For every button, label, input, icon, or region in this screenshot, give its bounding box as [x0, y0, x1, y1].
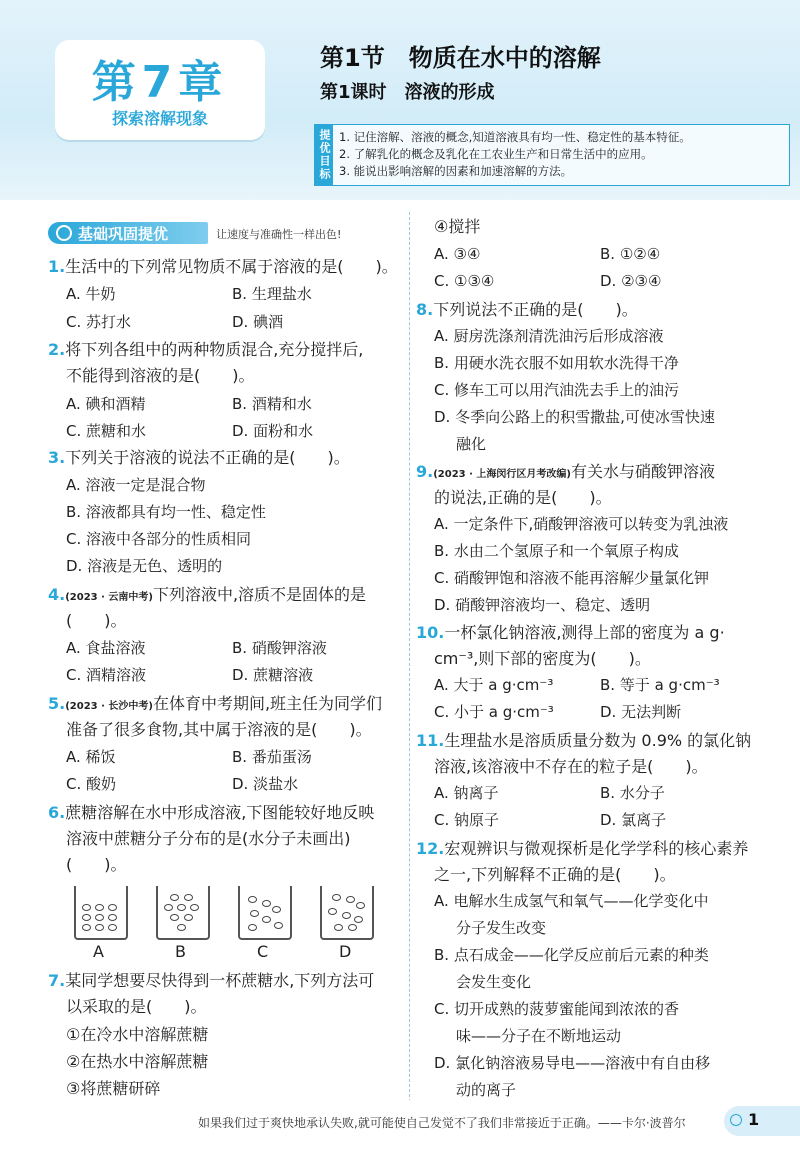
target-icon — [56, 225, 72, 241]
option-c: C. 修车工可以用汽油洗去手上的油污 — [434, 381, 680, 399]
section-banner — [48, 222, 208, 244]
option-c: C. 酸奶 — [66, 775, 117, 793]
question-1 — [48, 254, 398, 280]
option-b: B. 硝酸钾溶液 — [232, 639, 327, 657]
option-a: A. 碘和酒精 — [66, 395, 146, 413]
question-text: 有关水与硝酸钾溶液 — [570, 462, 715, 481]
question-item: ①在冷水中溶解蔗糖 — [66, 1025, 209, 1044]
option-a: A. 厨房洗涤剂清洗油污后形成溶液 — [434, 327, 664, 345]
question-text-cont: 不能得到溶液的是( )。 — [66, 366, 255, 385]
question-number: 8. — [416, 300, 434, 319]
question-text-cont: 溶液中蔗糖分子分布的是(水分子未画出) — [66, 829, 351, 848]
option-a: A. 钠离子 — [434, 784, 499, 802]
molecule — [95, 914, 104, 921]
question-10 — [416, 620, 725, 646]
beaker-b — [156, 886, 210, 940]
molecule — [108, 914, 117, 921]
page-footer — [0, 1100, 800, 1163]
question-text: 蔗糖溶解在水中形成溶液,下图能较好地反映 — [65, 803, 375, 822]
option-d: D. ②③④ — [600, 272, 662, 290]
option-c: C. 蔗糖和水 — [66, 422, 147, 440]
beaker-c — [238, 886, 292, 940]
question-item: ④搅拌 — [434, 217, 481, 236]
footer-quote: 如果我们过于爽快地承认失败,就可能使自己发觉不了我们非常接近于正确。——卡尔·波普尔 — [198, 1116, 686, 1130]
option-c: C. 小于 a g·cm⁻³ — [434, 703, 554, 721]
molecule — [354, 916, 363, 923]
question-number: 12. — [416, 839, 445, 858]
option-c: C. 溶液中各部分的性质相同 — [66, 530, 252, 548]
molecule — [356, 902, 365, 909]
objective-item: 2. 了解乳化的概念及乳化在工农业生产和日常生活中的应用。 — [339, 147, 653, 161]
molecule — [177, 924, 186, 931]
question-text-cont: ( )。 — [66, 611, 127, 630]
molecule — [108, 904, 117, 911]
option-a: A. 牛奶 — [66, 285, 116, 303]
objective-item: 1. 记住溶解、溶液的概念,知道溶液具有均一性、稳定性的基本特征。 — [339, 130, 691, 144]
option-a-cont: 分子发生改变 — [456, 919, 547, 937]
option-d-cont: 融化 — [456, 435, 487, 453]
option-b: B. 用硬水洗衣服不如用软水洗得干净 — [434, 354, 679, 372]
molecule — [274, 922, 283, 929]
molecule — [248, 896, 257, 903]
molecule — [108, 924, 117, 931]
option-d: D. 冬季向公路上的积雪撒盐,可使冰雪快速 — [434, 408, 715, 426]
banner-title: 基础巩固提优 — [78, 225, 169, 243]
page-number: 1 — [748, 1110, 760, 1129]
molecule — [250, 910, 259, 917]
beaker-label: B — [175, 942, 186, 961]
beaker-label: C — [257, 942, 269, 961]
question-12 — [416, 836, 748, 862]
question-9 — [416, 459, 715, 488]
question-text-cont: 溶液,该溶液中不存在的粒子是( )。 — [434, 757, 708, 776]
question-text: 生理盐水是溶质质量分数为 0.9% 的氯化钠 — [444, 731, 752, 750]
question-text-cont: 之一,下列解释不正确的是( )。 — [434, 865, 676, 884]
molecule — [82, 914, 91, 921]
question-item: ②在热水中溶解蔗糖 — [66, 1052, 209, 1071]
option-b: B. 点石成金——化学反应前后元素的种类 — [434, 946, 709, 964]
chapter-title: 第7章 — [91, 57, 229, 108]
chapter-subtitle: 探索溶解现象 — [111, 109, 208, 128]
molecule — [170, 914, 179, 921]
chapter-header — [0, 0, 800, 200]
option-b: B. 溶液都具有均一性、稳定性 — [66, 503, 266, 521]
question-number: 4. — [48, 585, 66, 604]
option-b: B. 酒精和水 — [232, 395, 312, 413]
molecule — [248, 924, 257, 931]
question-text: 将下列各组中的两种物质混合,充分搅拌后, — [65, 340, 364, 359]
question-5 — [48, 691, 382, 720]
option-a: A. ③④ — [434, 245, 481, 263]
question-text: 生活中的下列常见物质不属于溶液的是( )。 — [65, 257, 398, 276]
molecule — [184, 894, 193, 901]
question-text: 下列溶液中,溶质不是固体的是 — [152, 585, 367, 604]
question-number: 1. — [48, 257, 66, 276]
option-a: A. 一定条件下,硝酸钾溶液可以转变为乳浊液 — [434, 515, 729, 533]
question-text-cont: cm⁻³,则下部的密度为( )。 — [434, 649, 651, 668]
question-3 — [48, 445, 350, 471]
option-c: C. 钠原子 — [434, 811, 500, 829]
option-a: A. 稀饭 — [66, 748, 116, 766]
molecule — [262, 916, 271, 923]
option-d: D. 蔗糖溶液 — [232, 666, 314, 684]
question-2 — [48, 337, 363, 363]
question-number: 9. — [416, 462, 434, 481]
question-text: 宏观辨识与微观探析是化学学科的核心素养 — [444, 839, 749, 858]
spiral-icon — [730, 1114, 742, 1126]
option-d: D. 碘酒 — [232, 313, 284, 331]
molecule — [95, 904, 104, 911]
column-divider — [409, 212, 410, 1102]
option-d: D. 氯离子 — [600, 811, 667, 829]
question-number: 7. — [48, 971, 66, 990]
objective-item: 3. 能说出影响溶解的因素和加速溶解的方法。 — [339, 164, 573, 178]
molecule — [177, 904, 186, 911]
section-title: 第1节 物质在水中的溶解 — [320, 44, 601, 72]
option-c: C. 硝酸钾饱和溶液不能再溶解少量氯化钾 — [434, 569, 710, 587]
option-d: D. 无法判断 — [600, 703, 682, 721]
option-c-cont: 味——分子在不断地运动 — [456, 1027, 622, 1045]
question-4 — [48, 582, 366, 611]
question-text: 下列关于溶液的说法不正确的是( )。 — [65, 448, 350, 467]
molecule — [328, 908, 337, 915]
option-b: B. 水由二个氢原子和一个氧原子构成 — [434, 542, 679, 560]
beaker-d — [320, 886, 374, 940]
option-d: D. 溶液是无色、透明的 — [66, 557, 223, 575]
banner-note: 让速度与准确性一样出色! — [216, 228, 342, 241]
molecule — [164, 904, 173, 911]
option-c: C. ①③④ — [434, 272, 495, 290]
question-number: 10. — [416, 623, 445, 642]
option-a: A. 电解水生成氢气和氧气——化学变化中 — [434, 892, 709, 910]
question-11 — [416, 728, 751, 754]
molecule — [95, 924, 104, 931]
molecule — [334, 924, 343, 931]
question-text: 在体育中考期间,班主任为同学们 — [152, 694, 383, 713]
molecule — [262, 900, 271, 907]
question-8 — [416, 297, 638, 323]
molecule — [184, 914, 193, 921]
question-number: 6. — [48, 803, 66, 822]
option-b: B. 水分子 — [600, 784, 665, 802]
molecule — [342, 912, 351, 919]
question-text-cont: 准备了很多食物,其中属于溶液的是( )。 — [66, 720, 372, 739]
molecule — [332, 894, 341, 901]
beaker-label: A — [93, 942, 104, 961]
molecule — [170, 894, 179, 901]
question-source: (2023 · 云南中考) — [65, 592, 153, 603]
option-b: B. 番茄蛋汤 — [232, 748, 312, 766]
molecule — [82, 924, 91, 931]
question-source: (2023 · 上海闵行区月考改编) — [433, 469, 571, 480]
objectives-box — [314, 124, 790, 186]
question-source: (2023 · 长沙中考) — [65, 701, 153, 712]
option-b: B. 等于 a g·cm⁻³ — [600, 676, 720, 694]
question-text: 某同学想要尽快得到一杯蔗糖水,下列方法可 — [65, 971, 375, 990]
option-c: C. 切开成熟的菠萝蜜能闻到浓浓的香 — [434, 1000, 680, 1018]
question-text-cont: ( )。 — [66, 855, 127, 874]
option-c: C. 酒精溶液 — [66, 666, 147, 684]
question-number: 5. — [48, 694, 66, 713]
objectives-list — [339, 129, 691, 180]
molecule — [346, 896, 355, 903]
option-d: D. 硝酸钾溶液均一、稳定、透明 — [434, 596, 651, 614]
option-d: D. 面粉和水 — [232, 422, 314, 440]
option-d-cont: 动的离子 — [456, 1081, 517, 1099]
question-number: 2. — [48, 340, 66, 359]
option-a: A. 溶液一定是混合物 — [66, 476, 206, 494]
question-text: 一杯氯化钠溶液,测得上部的密度为 a g· — [444, 623, 725, 642]
question-item: ③将蔗糖研碎 — [66, 1079, 161, 1098]
option-b-cont: 会发生变化 — [456, 973, 532, 991]
option-c: C. 苏打水 — [66, 313, 132, 331]
option-b: B. 生理盐水 — [232, 285, 312, 303]
chapter-badge — [55, 40, 265, 140]
question-number: 3. — [48, 448, 66, 467]
question-6 — [48, 800, 374, 826]
question-text: 下列说法不正确的是( )。 — [433, 300, 638, 319]
option-a: A. 大于 a g·cm⁻³ — [434, 676, 554, 694]
question-text-cont: 的说法,正确的是( )。 — [434, 488, 612, 507]
option-d: D. 氯化钠溶液易导电——溶液中有自由移 — [434, 1054, 711, 1072]
lesson-title: 第1课时 溶液的形成 — [320, 82, 495, 103]
molecule — [190, 904, 199, 911]
option-b: B. ①②④ — [600, 245, 661, 263]
molecule — [348, 924, 357, 931]
question-text-cont: 以采取的是( )。 — [66, 997, 207, 1016]
molecule — [82, 904, 91, 911]
option-a: A. 食盐溶液 — [66, 639, 146, 657]
option-d: D. 淡盐水 — [232, 775, 299, 793]
beaker-a — [74, 886, 128, 940]
question-number: 11. — [416, 731, 445, 750]
molecule — [272, 906, 281, 913]
objectives-tag: 提优目标 — [315, 125, 333, 185]
question-7 — [48, 968, 374, 994]
beaker-label: D — [339, 942, 352, 961]
